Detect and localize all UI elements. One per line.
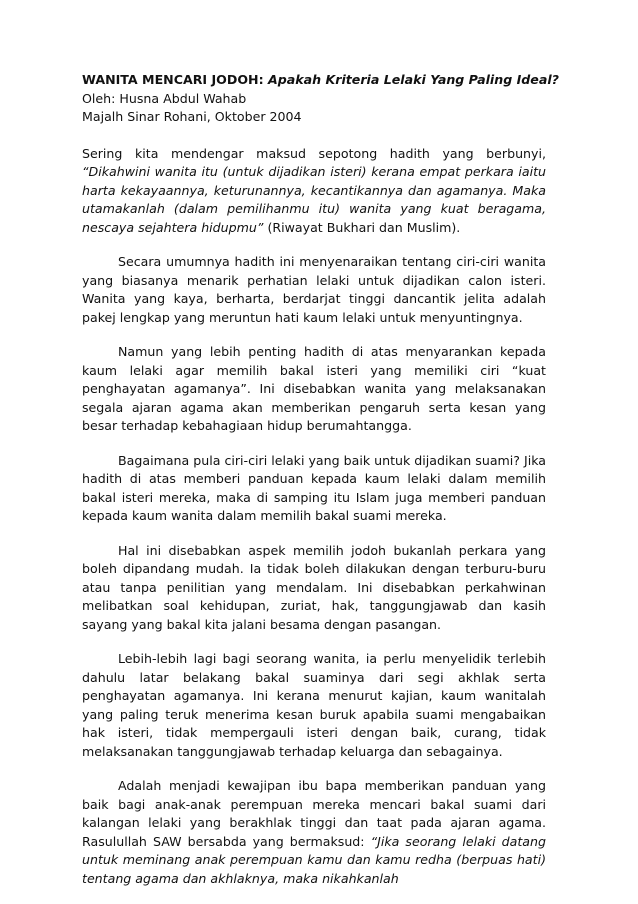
article-author: Oleh: Husna Abdul Wahab [82, 90, 247, 106]
article-header [82, 71, 559, 127]
paragraph-6: Lebih-lebih lagi bagi seorang wanita, ia perlu menyelidik terlebih dahulu latar belakang bakal suaminya dari segi akhlak serta penghayatan agamanya. Ini kerana menurut kajian, kaum wanitalah yang paling teruk menerima kesan buruk apabila suami mengabaikan hak isteri, tidak mempergauli isteri dengan baik, curang, tidak melaksanakan tanggungjawab terhadap keluarga dan sebagainya. [82, 651, 546, 759]
paragraph-4: Bagaimana pula ciri-ciri lelaki yang baik untuk dijadikan suami? Jika hadith di atas memberi panduan kepada kaum lelaki dalam memilih bakal isteri mereka, maka di samping itu Islam juga memberi panduan kepada kaum wanita dalam memilih bakal suami mereka. [82, 452, 546, 523]
paragraph-3: Namun yang lebih penting hadith di atas menyarankan kepada kaum lelaki agar memilih bakal isteri yang memiliki ciri “kuat penghayatan agamanya”. Ini disebabkan wanita yang melaksanakan segala ajaran agama akan memberikan pengaruh serta kesan yang besar terhadap kebahagiaan hidup berumahtangga. [82, 344, 546, 433]
article-title-rest: Apakah Kriteria Lelaki Yang Paling Ideal? [263, 72, 559, 87]
article-body [82, 71, 559, 904]
paragraph-5: Hal ini disebabkan aspek memilih jodoh bukanlah perkara yang boleh dipandang mudah. Ia tidak boleh dilakukan dengan terburu-buru atau tanpa penilitian yang mendalam. Ini disebabkan perkahwinan melibatkan soal kehidupan, zuriat, hak, tanggungjawab dan kasih sayang yang bakal kita jalani besama dengan pasangan. [82, 542, 546, 632]
paragraph-1 [82, 145, 546, 238]
paragraph-2: Secara umumnya hadith ini menyenaraikan tentang ciri-ciri wanita yang biasanya menarik perhatian lelaki untuk dijadikan calon isteri. Wanita yang kaya, berharta, berdarjat tinggi dancantik jelita adalah pakej lengkap yang meruntun hati kaum lelaki untuk menyuntingnya. [82, 254, 546, 325]
paragraph-1-citation: (Riwayat Bukhari dan Muslim). [263, 219, 461, 235]
hadith-quote: “Dikahwini wanita itu (untuk dijadikan isteri) kerana empat perkara iaitu harta kekayaannya, keturunannya, kecantikannya dan agamanya. Maka utamakanlah (dalam pemilihanmu itu) wanita yang kuat beragama, nescaya sejahtera hidupmu” [82, 164, 546, 235]
prophet-saying-quote: “Jika seorang lelaki datang untuk meminang anak perempuan kamu dan kamu redha (berpuas hati) tentang agama dan akhlaknya, maka nikahkanlah [82, 833, 547, 886]
article-title-bold: WANITA MENCARI JODOH: [82, 72, 264, 87]
paragraph-7 [82, 777, 546, 888]
paragraph-7-text: Adalah menjadi kewajipan ibu bapa memberikan panduan yang baik bagi anak-anak perempuan mereka mencari bakal suami dari kalangan lelaki yang berakhlak tinggi dan taat pada ajaran agama. Rasulullah SAW bersabda yang bermaksud: [82, 778, 546, 849]
article-title [82, 71, 559, 90]
paragraph-1-intro: Sering kita mendengar maksud sepotong hadith yang berbunyi, [82, 145, 546, 161]
article-source: Majalh Sinar Rohani, Oktober 2004 [82, 109, 302, 124]
